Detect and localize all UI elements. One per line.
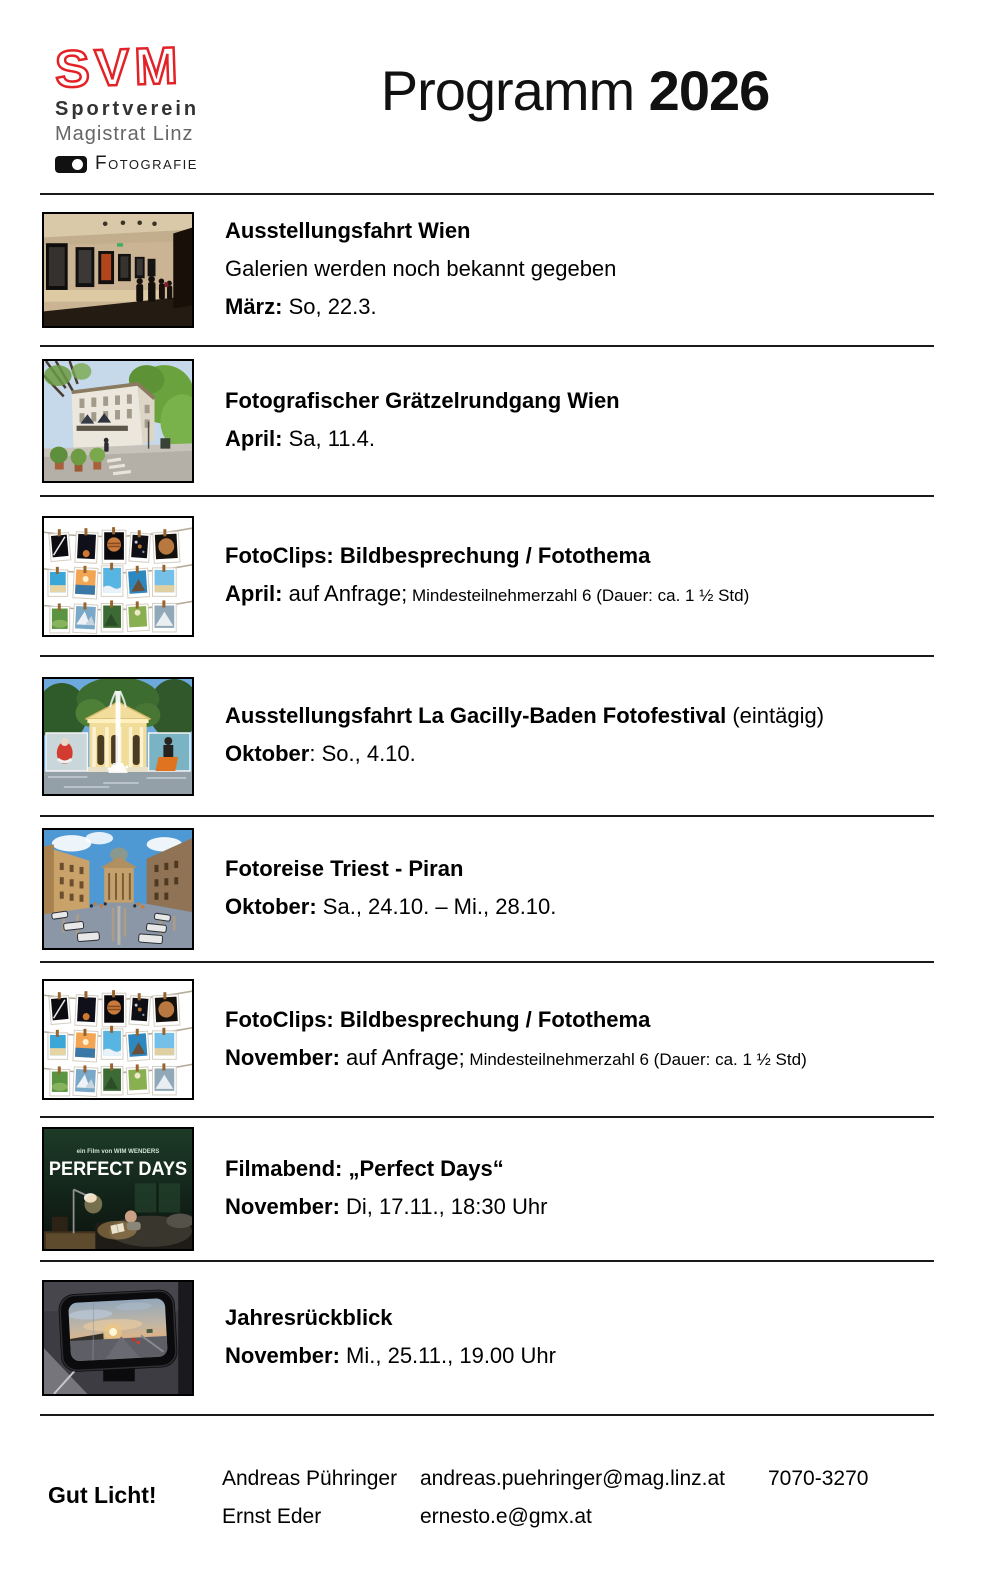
event-row-fotoclips-april <box>40 495 934 655</box>
contact-phone: 7070-3270 <box>768 1467 869 1490</box>
logo-org-line1: Sportverein <box>55 98 200 120</box>
event-row-jahresrueckblick <box>40 1260 934 1414</box>
event-title: Filmabend: „Perfect Days“ <box>225 1156 504 1181</box>
event-title: Ausstellungsfahrt La Gacilly-Baden Fotofestival (eintägig) <box>225 703 825 728</box>
event-row-fotoclips-november <box>40 961 934 1116</box>
contact-row <box>222 1460 868 1498</box>
event-date: November: Di, 17.11., 18:30 Uhr <box>225 1194 548 1219</box>
event-title: Jahresrückblick <box>225 1305 393 1330</box>
page-title-year: 2026 <box>648 59 770 122</box>
event-title: Ausstellungsfahrt Wien <box>225 218 471 243</box>
gallery-exhibition-image <box>42 212 194 328</box>
camera-icon <box>55 156 87 173</box>
event-date: März: So, 22.3. <box>225 294 377 319</box>
contact-list <box>222 1416 868 1536</box>
baden-fotofestival-image <box>42 677 194 796</box>
event-date: Oktober: Sa., 24.10. – Mi., 28.10. <box>225 894 557 919</box>
header <box>0 0 1000 193</box>
event-list <box>40 193 934 1416</box>
svm-logo-acronym: SVM <box>54 36 184 100</box>
event-title: Fotografischer Grätzelrundgang Wien <box>225 388 620 413</box>
event-note: Galerien werden noch bekannt gegeben <box>225 256 617 281</box>
page-title: Programm 2026 <box>380 59 770 122</box>
event-date: November: Mi., 25.11., 19.00 Uhr <box>225 1343 556 1368</box>
event-date: Oktober: So., 4.10. <box>225 741 416 766</box>
event-title: Fotoreise Triest - Piran <box>225 856 464 881</box>
event-date: April: auf Anfrage; Mindesteilnehmerzahl 6 (Dauer: ca. 1 ½ Std) <box>225 581 750 606</box>
vienna-street-image <box>42 359 194 483</box>
department-label: Fotografie <box>95 153 198 174</box>
footer <box>0 1416 1000 1536</box>
fotoclips-image <box>42 516 194 637</box>
fotoclips-image <box>42 979 194 1100</box>
contact-name: Andreas Pühringer <box>222 1467 398 1490</box>
contact-email: andreas.puehringer@mag.linz.at <box>420 1467 725 1490</box>
event-date: April: Sa, 11.4. <box>225 426 375 451</box>
perfect-days-poster-image <box>42 1127 194 1251</box>
car-mirror-sunset-image <box>42 1280 194 1396</box>
event-row-ausstellungsfahrt-wien <box>40 193 934 345</box>
logo-org-line2: Magistrat Linz <box>55 123 194 145</box>
logo-department <box>55 153 199 175</box>
event-row-filmabend <box>40 1116 934 1260</box>
event-date: November: auf Anfrage; Mindesteilnehmerzahl 6 (Dauer: ca. 1 ½ Std) <box>225 1044 807 1070</box>
event-row-fotoreise-triest <box>40 815 934 961</box>
event-title: FotoClips: Bildbesprechung / Fotothema <box>225 543 651 568</box>
closing-greeting: Gut Licht! <box>48 1482 157 1508</box>
event-row-graetzelrundgang <box>40 345 934 495</box>
triest-canal-image <box>42 828 194 950</box>
contact-row <box>222 1498 868 1536</box>
event-title: FotoClips: Bildbesprechung / Fotothema <box>225 1006 651 1032</box>
event-row-la-gacilly-baden <box>40 655 934 815</box>
contact-name: Ernst Eder <box>222 1505 322 1528</box>
contact-email: ernesto.e@gmx.at <box>420 1505 592 1528</box>
